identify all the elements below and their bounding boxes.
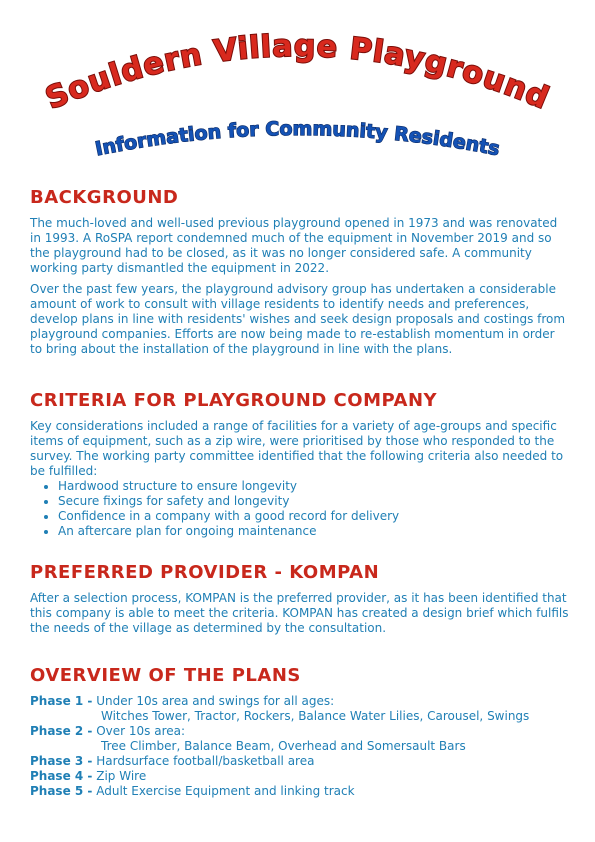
- criteria-item: • Secure fixings for safety and longevity: [58, 494, 570, 509]
- overview-heading: OVERVIEW OF THE PLANS: [30, 665, 301, 686]
- phase-label: Phase 3 -: [30, 754, 93, 768]
- phase-text: Hardsurface football/basketball area: [96, 754, 315, 768]
- criteria-item: • Hardwood structure to ensure longevity: [58, 479, 570, 494]
- background-heading: BACKGROUND: [30, 187, 179, 208]
- phase-label: Phase 2 -: [30, 724, 93, 738]
- title-text: Souldern Village Playground: [40, 28, 555, 117]
- phase-label: Phase 1 -: [30, 694, 93, 708]
- header-wordart: [0, 0, 595, 170]
- phase-3: [30, 754, 570, 769]
- phase-5: [30, 784, 570, 799]
- phase-label: Phase 5 -: [30, 784, 93, 798]
- phase-1-detail: Witches Tower, Tractor, Rockers, Balance Water Lilies, Carousel, Swings: [101, 709, 530, 723]
- section-overview: [30, 664, 570, 799]
- section-provider: [30, 561, 570, 636]
- criteria-intro: Key considerations included a range of facilities for a variety of age-groups and specific items of equipment, such as a zip wire, were prioritised by those who responded to the survey. The working party committee identified that the following criteria also needed to be fulfilled:: [30, 419, 564, 478]
- wordart-svg: [0, 0, 595, 170]
- phase-text: Over 10s area:: [96, 724, 186, 738]
- spacer: [30, 642, 570, 664]
- phase-2-detail: Tree Climber, Balance Beam, Overhead and Somersault Bars: [101, 739, 466, 753]
- provider-text: After a selection process, KOMPAN is the preferred provider, as it has been identified that this company is able to meet the criteria. KOMPAN has created a design brief which fulfils the needs of the village as determined by the consultation.: [30, 591, 569, 635]
- spacer: [30, 363, 570, 389]
- background-paragraph-1: The much-loved and well-used previous playground opened in 1973 and was renovated in 1993. A RoSPA report condemned much of the equipment in November 2019 and so the playground had to be closed, as it was no longer considered safe. A community working party dismantled the equipment in 2022.: [30, 216, 558, 275]
- phase-4: [30, 769, 570, 784]
- subtitle-wordart: [93, 118, 501, 160]
- document-body: [30, 186, 570, 799]
- criteria-item: • An aftercare plan for ongoing maintenance: [58, 524, 570, 539]
- phase-text: Zip Wire: [96, 769, 147, 783]
- phase-text: Adult Exercise Equipment and linking track: [96, 784, 355, 798]
- section-background: [30, 186, 570, 357]
- criteria-item: • Confidence in a company with a good record for delivery: [58, 509, 570, 524]
- phase-text: Under 10s area and swings for all ages:: [96, 694, 335, 708]
- criteria-heading: CRITERIA FOR PLAYGROUND COMPANY: [30, 390, 438, 411]
- title-wordart: [41, 29, 554, 117]
- provider-heading: PREFERRED PROVIDER - KOMPAN: [30, 562, 380, 583]
- criteria-list: [30, 479, 570, 539]
- spacer: [30, 539, 570, 561]
- phase-1: [30, 694, 570, 709]
- phase-label: Phase 4 -: [30, 769, 93, 783]
- phase-2: [30, 724, 570, 739]
- subtitle-text: Information for Community Residents: [93, 117, 502, 161]
- section-criteria: [30, 389, 570, 539]
- background-paragraph-2: Over the past few years, the playground advisory group has undertaken a considerable amount of work to consult with village residents to identify needs and preferences, develop plans in line with residents' wishes and seek design proposals and costings from playground companies. Efforts are now being made to re-establish momentum in order to bring about the installation of the playground in line with the plans.: [30, 282, 566, 356]
